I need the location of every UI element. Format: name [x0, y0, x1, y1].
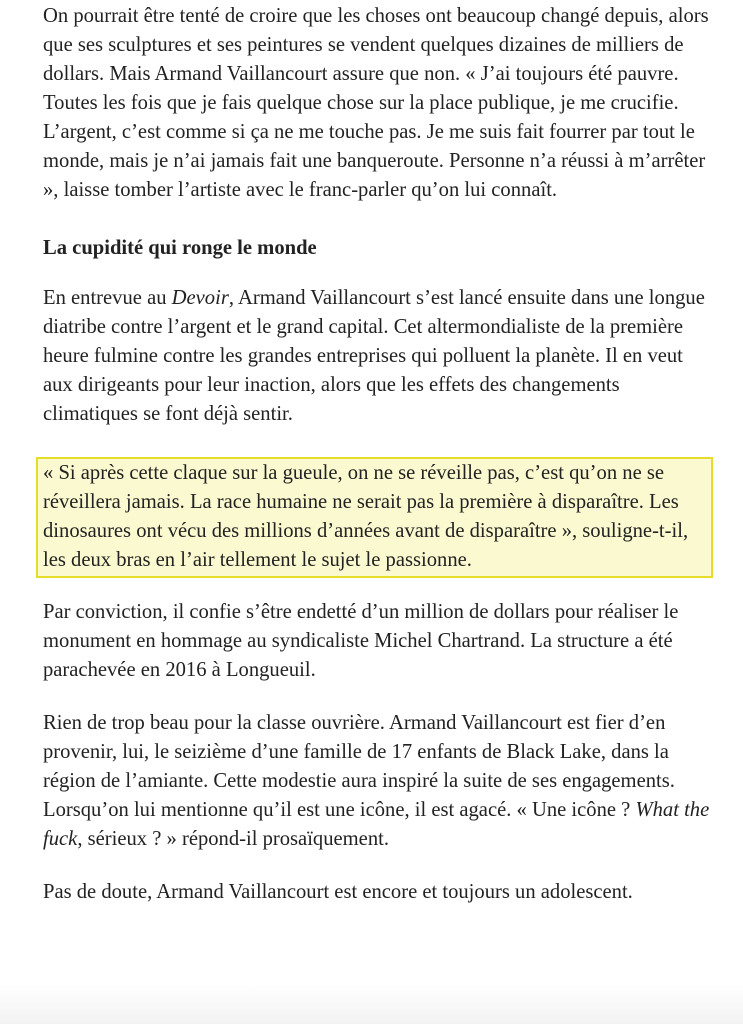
publication-name: Devoir [171, 287, 229, 309]
quote-text: « Si après cette claque sur la gueule, on ne se réveille pas, c’est qu’on ne se réveillera jamais. La race humaine ne serait pas la première à disparaître. Les dinosaures ont vécu des millions d’années avant de disparaître », souligne-t-il, les deux bras en l’air tellement le sujet le passionne. [43, 462, 689, 571]
highlighted-quote [36, 457, 713, 578]
paragraph-interview-text-end: , Armand Vaillancourt s’est lancé ensuite dans une longue diatribe contre l’argent et le grand capital. Cet altermondialiste de la première heure fulmine contre les grandes entreprises qui polluent la planète. Il en veut aux dirigeants pour leur inaction, alors que les effets des changements climatiques se font déjà sentir. [43, 287, 705, 425]
paragraph-working-class [43, 709, 713, 854]
paragraph-intro: On pourrait être tenté de croire que les choses ont beaucoup changé depuis, alors que ses sculptures et ses peintures se vendent quelques dizaines de milliers de dollars. Mais Armand Vaillancourt assure que non. « J’ai toujours été pauvre. Toutes les fois que je fais quelque chose sur la place publique, je me crucifie. L’argent, c’est comme si ça ne me touche pas. Je me suis fait fourrer par tout le monde, mais je n’ai jamais fait une banqueroute. Personne n’a réussi à m’arrêter », laisse tomber l’artiste avec le franc-parler qu’on lui connaît. [43, 5, 709, 201]
paragraph-working-class-text-end: , sérieux ? » répond-il prosaïquement. [77, 828, 389, 850]
italic-exclamation: What the fuck [43, 799, 710, 850]
section-subheading: La cupidité qui ronge le monde [43, 237, 317, 259]
paragraph-working-class-text-start: Rien de trop beau pour la classe ouvrière. Armand Vaillancourt est fier d’en provenir, lui, le seizième d’une famille de 17 enfants de Black Lake, dans la région de l’amiante. Cette modestie aura inspiré la suite de ses engagements. Lorsqu’on lui mentionne qu’il est une icône, il est agacé. « Une icône ? [43, 712, 675, 821]
paragraph-conviction: Par conviction, il confie s’être endetté d’un million de dollars pour réaliser le monument en hommage au syndicaliste Michel Chartrand. La structure a été parachevée en 2016 à Longueuil. [43, 601, 679, 681]
paragraph-interview-text-start: En entrevue au [43, 287, 172, 309]
paragraph-conclusion: Pas de doute, Armand Vaillancourt est encore et toujours un adolescent. [43, 881, 633, 903]
article-body [43, 2, 713, 907]
paragraph-interview [43, 284, 713, 429]
bottom-fade-overlay [0, 984, 743, 1024]
